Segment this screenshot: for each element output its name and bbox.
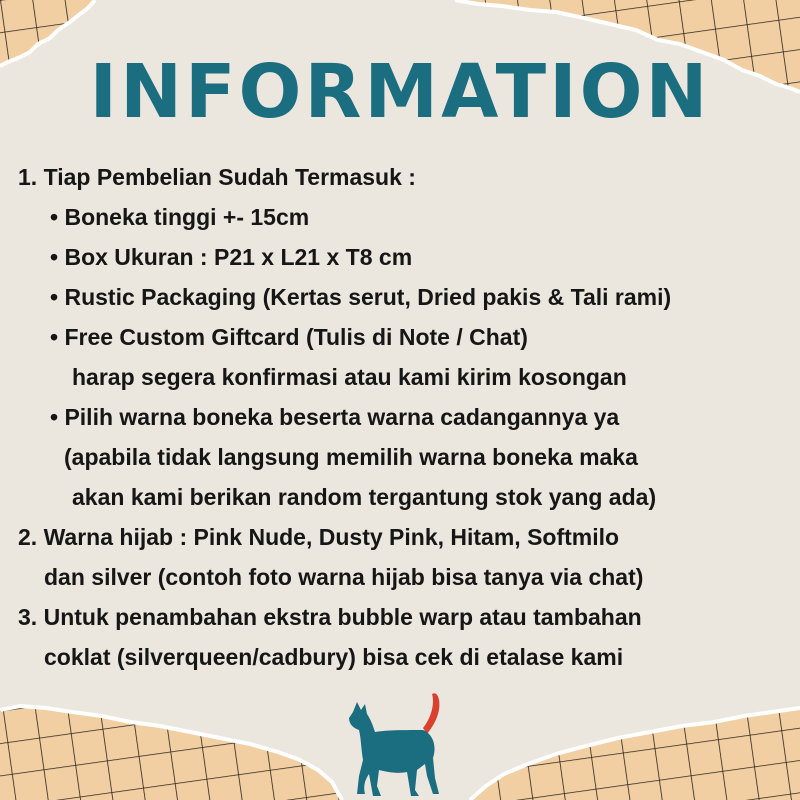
item-text: (apabila tidak langsung memilih warna boneka maka [64, 444, 638, 470]
list-item [50, 202, 309, 232]
item-text: Box Ukuran : P21 x L21 x T8 cm [64, 244, 413, 270]
page-title: INFORMATION [89, 49, 711, 135]
list-item [18, 522, 619, 552]
item-number: 3. [18, 604, 38, 630]
list-item [50, 282, 671, 312]
item-number: 2. [18, 524, 38, 550]
bullet-icon: • [50, 324, 59, 350]
item-text: coklat (silverqueen/cadbury) bisa cek di etalase kami [44, 644, 624, 670]
bullet-icon: • [50, 404, 59, 430]
list-item [18, 162, 416, 192]
item-text: akan kami berikan random tergantung stok yang ada) [72, 484, 657, 510]
bullet-icon: • [50, 244, 59, 270]
list-item [50, 242, 412, 272]
item-text: Free Custom Giftcard (Tulis di Note / Chat) [64, 324, 528, 350]
list-item [18, 602, 642, 632]
list-item [50, 402, 619, 432]
list-item-continuation [44, 642, 623, 672]
list-item-continuation [64, 442, 638, 472]
item-text: Rustic Packaging (Kertas serut, Dried pakis & Tali rami) [64, 284, 672, 310]
item-number: 1. [18, 164, 38, 190]
item-text: Tiap Pembelian Sudah Termasuk : [43, 164, 416, 190]
cat-icon [343, 690, 461, 800]
list-item-continuation [72, 482, 656, 512]
item-text: Warna hijab : Pink Nude, Dusty Pink, Hitam, Softmilo [43, 524, 620, 550]
bullet-icon: • [50, 284, 59, 310]
list-item-continuation [72, 362, 627, 392]
item-text: Boneka tinggi +- 15cm [64, 204, 310, 230]
list-item [50, 322, 528, 352]
item-text: Pilih warna boneka beserta warna cadangannya ya [64, 404, 620, 430]
item-text: harap segera konfirmasi atau kami kirim kosongan [72, 364, 627, 390]
list-item-continuation [44, 562, 643, 592]
item-text: dan silver (contoh foto warna hijab bisa tanya via chat) [44, 564, 644, 590]
bullet-icon: • [50, 204, 59, 230]
item-text: Untuk penambahan ekstra bubble warp atau tambahan [43, 604, 642, 630]
